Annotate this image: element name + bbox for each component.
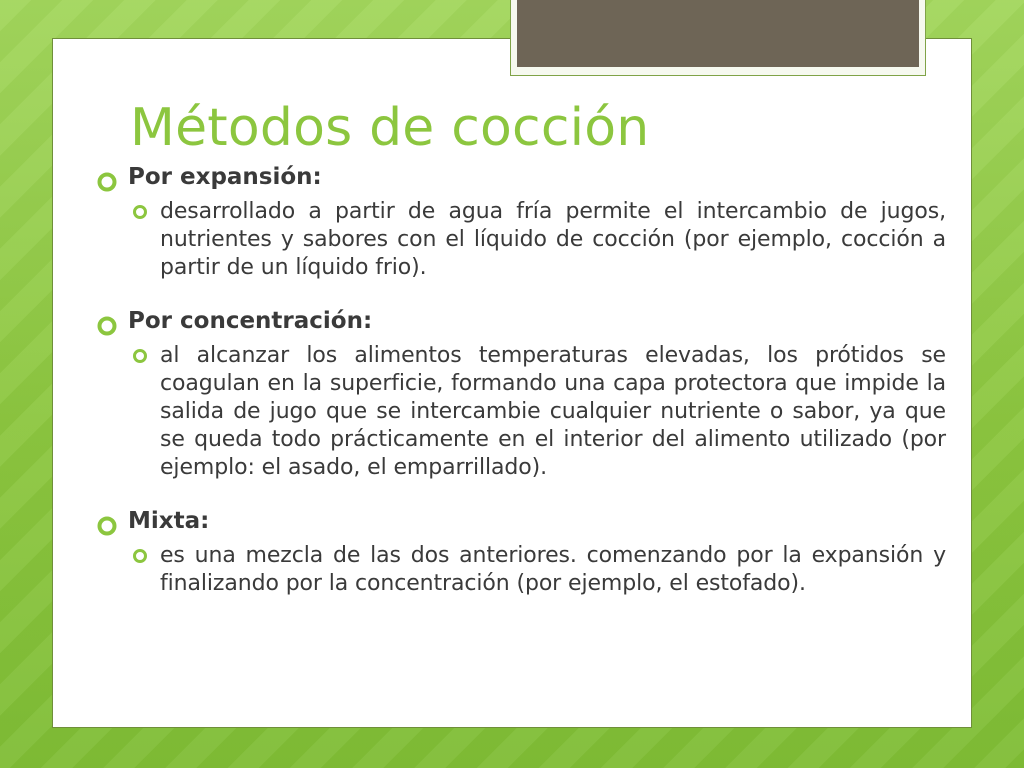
slide-title: Métodos de cocción: [130, 98, 650, 158]
list-item-detail: [96, 342, 946, 482]
circle-bullet-icon: [96, 171, 118, 193]
list-item-heading: [96, 306, 946, 342]
list-item-heading: [96, 162, 946, 198]
section-concentration: [96, 306, 946, 482]
section-heading: Por concentración:: [128, 308, 373, 334]
bullet-list: [96, 162, 946, 616]
circle-bullet-icon: [96, 315, 118, 337]
list-item-detail: [96, 542, 946, 598]
section-detail: desarrollado a partir de agua fría permite el intercambio de jugos, nutrientes y sabores con el líquido de cocción (por ejemplo, cocción a partir de un líquido frio).: [160, 199, 946, 280]
circle-bullet-icon: [132, 548, 148, 564]
section-detail: al alcanzar los alimentos temperaturas elevadas, los prótidos se coagulan en la superficie, formando una capa protectora que impide la salida de jugo que se intercambie cualquier nutriente o sabor, ya que se queda todo prácticamente en el interior del alimento utilizado (por ejemplo: el asado, el emparrillado).: [160, 343, 946, 480]
section-heading: Por expansión:: [128, 164, 322, 190]
list-item-detail: [96, 198, 946, 282]
circle-bullet-icon: [132, 204, 148, 220]
section-detail: es una mezcla de las dos anteriores. comenzando por la expansión y finalizando por la concentración (por ejemplo, el estofado).: [160, 543, 946, 596]
section-heading: Mixta:: [128, 508, 210, 534]
decorative-tab-fill: [517, 0, 919, 67]
section-mixed: [96, 506, 946, 598]
circle-bullet-icon: [132, 348, 148, 364]
section-expansion: [96, 162, 946, 282]
decorative-tab: [510, 0, 926, 76]
circle-bullet-icon: [96, 515, 118, 537]
list-item-heading: [96, 506, 946, 542]
